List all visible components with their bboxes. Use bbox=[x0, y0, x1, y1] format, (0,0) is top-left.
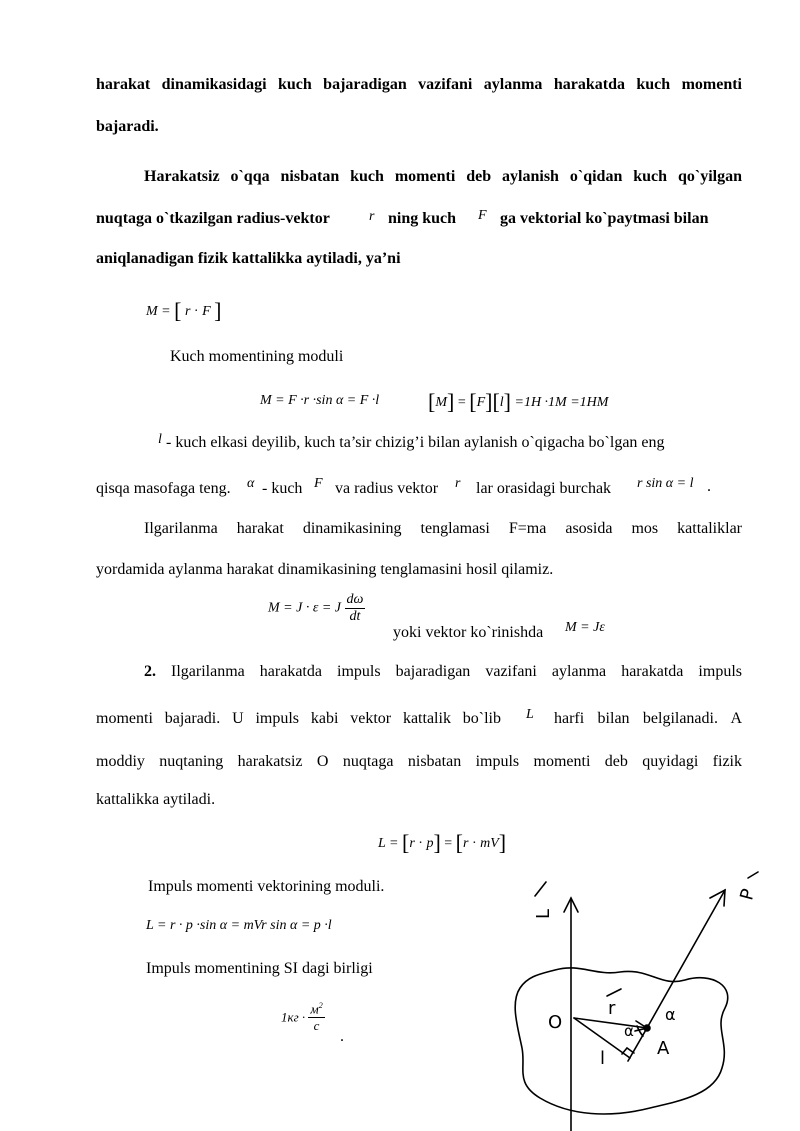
p3-line2d: lar orasidagi burchak bbox=[476, 480, 612, 497]
eq1-r: r bbox=[184, 304, 191, 319]
eq3-denominator: dt bbox=[349, 609, 361, 624]
eq1-lhs: M = bbox=[146, 304, 171, 319]
label-alpha: α bbox=[624, 1022, 634, 1040]
eq2-unit-F: F bbox=[476, 395, 486, 410]
equation-torque-vector bbox=[146, 298, 221, 324]
equation-angular-momentum-modulus: L = r · p ·sin α = mVr sin α = p ·l bbox=[146, 918, 332, 933]
eq6-exponent: 2 bbox=[318, 1001, 323, 1010]
eq6-fraction bbox=[308, 1001, 324, 1034]
label-L: L bbox=[533, 908, 554, 919]
vector-P-bar bbox=[748, 872, 758, 878]
impuls-moduli-heading: Impuls momenti vektorining moduli. bbox=[148, 878, 385, 895]
body-outline bbox=[515, 968, 728, 1114]
eq4-dot1: · bbox=[418, 836, 423, 851]
eq4-lhs: L = bbox=[378, 836, 399, 851]
p2-line2b: ning kuch bbox=[388, 210, 457, 227]
eq1-bracket-open: [ bbox=[174, 298, 182, 323]
eq3-vector-form: M = Jε bbox=[565, 620, 605, 635]
p5-line1: Ilgarilanma harakatda impuls bajaradigan vazifani aylanma harakatda impuls bbox=[171, 663, 742, 680]
momentum-vector bbox=[647, 890, 725, 1028]
eq2-unit-l: l bbox=[499, 395, 504, 410]
p2-line2a: nuqtaga o`tkazilgan radius-vektor bbox=[96, 210, 330, 227]
point-a bbox=[644, 1025, 650, 1031]
p1-line1: harakat dinamikasidagi kuch bajaradigan vazifani aylanma harakatda kuch momenti bbox=[96, 76, 742, 93]
p3-period: . bbox=[707, 478, 711, 495]
p2-line3: aniqlanadigan fizik kattalikka aytiladi, ya’ni bbox=[96, 250, 401, 267]
label-alpha-2: α bbox=[665, 1005, 676, 1024]
label-l: l bbox=[600, 1048, 606, 1069]
p3-line2b: - kuch bbox=[262, 480, 303, 497]
label-P: P bbox=[736, 886, 760, 903]
eq2-unit-M: M bbox=[435, 395, 447, 410]
equation-torque-units: [M] = [F][l] =1H ·1M =1HM bbox=[428, 389, 609, 414]
p3-line2c: va radius vektor bbox=[335, 480, 439, 497]
eq4-eq: = bbox=[444, 836, 453, 851]
eq2-eq: = bbox=[457, 395, 466, 410]
equation-torque-modulus: M = F ·r ·sin α = F ·l bbox=[260, 393, 380, 408]
p3-alpha: α bbox=[247, 476, 255, 491]
eq1-F: F bbox=[202, 304, 211, 319]
si-unit-heading: Impuls momentining SI dagi birligi bbox=[146, 960, 373, 977]
eq3-lhs: M = J · ε = J bbox=[268, 600, 342, 616]
vector-r-bar bbox=[607, 989, 621, 996]
p2-line2c: ga vektorial ko`paytmasi bilan bbox=[500, 210, 709, 227]
eq4-dot2: · bbox=[471, 836, 477, 851]
p1-line2: bajaradi. bbox=[96, 118, 159, 135]
p2-r-symbol: r bbox=[369, 209, 375, 224]
eq6-numerator-base: м bbox=[310, 1001, 319, 1017]
p2-F-symbol: F bbox=[478, 208, 487, 223]
eq1-dot: · bbox=[193, 304, 199, 319]
label-r: r bbox=[608, 998, 616, 1019]
vector-L-bar bbox=[535, 882, 546, 896]
p3-F: F bbox=[314, 476, 323, 491]
p3-l-symbol: l bbox=[158, 432, 162, 447]
eq3-numerator: dω bbox=[346, 592, 364, 607]
p5-number: 2. bbox=[144, 663, 156, 680]
p5-line4: kattalikka aytiladi. bbox=[96, 791, 216, 808]
eq3-text: yoki vektor ko`rinishda bbox=[393, 624, 544, 641]
p3-line2a: qisqa masofaga teng. bbox=[96, 480, 231, 497]
label-O: O bbox=[548, 1012, 563, 1033]
p3-line1: - kuch elkasi deyilib, kuch ta’sir chizig’i bilan aylanish o`qigacha bo`lgan eng bbox=[166, 434, 665, 451]
equation-angular-momentum: L = [r · p] = [r · mV] bbox=[378, 830, 507, 855]
eq1-bracket-close: ] bbox=[214, 298, 222, 323]
eq4-p: p bbox=[426, 836, 434, 851]
p4-line2: yordamida aylanma harakat dinamikasining tenglamasini hosil qilamiz. bbox=[96, 561, 554, 578]
p3-eq: r sin α = l bbox=[637, 476, 694, 491]
p5-line2b: harfi bilan belgilanadi. A bbox=[554, 710, 742, 727]
p5-L: L bbox=[526, 707, 534, 722]
eq6-denominator: c bbox=[313, 1018, 320, 1034]
eq6-coef: 1кг · bbox=[281, 1009, 306, 1025]
p2-line1: Harakatsiz o`qqa nisbatan kuch momenti deb aylanish o`qidan kuch qo`yilgan bbox=[144, 168, 742, 185]
equation-si-unit bbox=[281, 1001, 325, 1034]
p4-line1: Ilgarilanma harakat dinamikasining tenglamasi F=ma asosida mos kattaliklar bbox=[144, 520, 742, 537]
eq6-numerator bbox=[308, 1001, 324, 1018]
eq6-period: . bbox=[340, 1028, 344, 1045]
p3-r: r bbox=[455, 476, 461, 491]
eq2-unit-rhs: =1H ·1M =1HM bbox=[514, 395, 609, 410]
eq4-r1: r bbox=[409, 836, 415, 851]
equation-rotation-dynamics bbox=[268, 592, 365, 625]
p5-line3: moddiy nuqtaning harakatsiz O nuqtaga nisbatan impuls momenti deb quyidagi fizik bbox=[96, 753, 742, 770]
eq4-mV: mV bbox=[480, 836, 499, 851]
p5-line2a: momenti bajaradi. U impuls kabi vektor kattalik bo`lib bbox=[96, 710, 501, 727]
kuch-moduli-heading: Kuch momentining moduli bbox=[170, 348, 344, 365]
eq3-fraction bbox=[345, 592, 366, 625]
eq4-r2: r bbox=[463, 836, 469, 851]
angular-momentum-diagram bbox=[500, 868, 760, 1131]
label-A: A bbox=[657, 1038, 670, 1059]
